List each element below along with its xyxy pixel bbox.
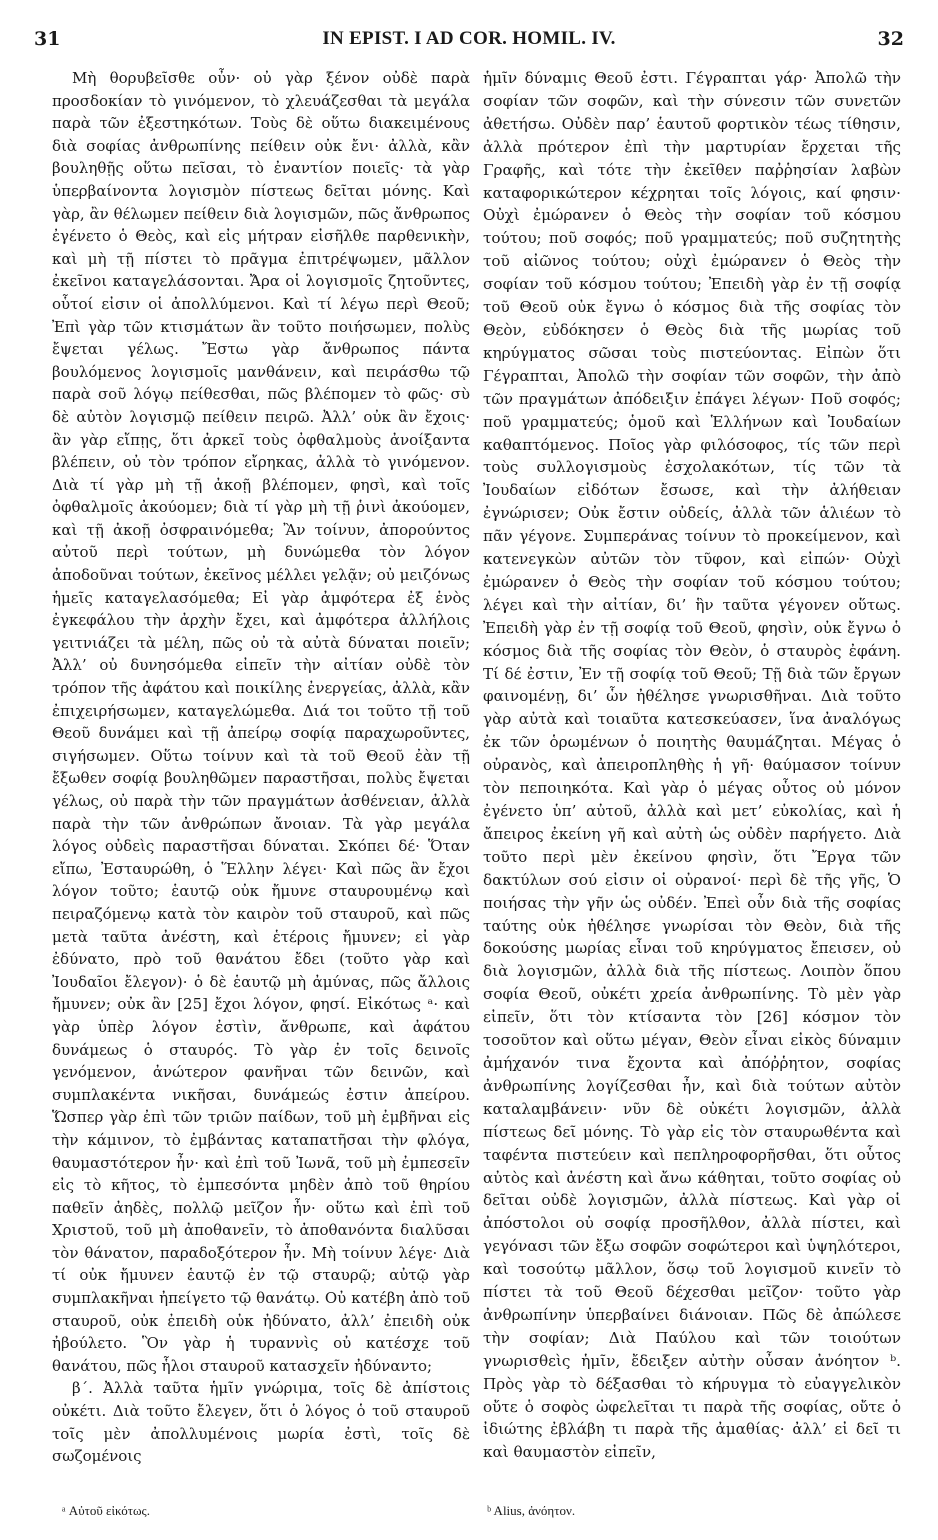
footnote-right: ᵇ Alius, ἀνόητον. [487,1503,576,1518]
footnote-left: ᵃ Αὐτοῦ εἰκότως. [62,1503,150,1518]
left-column [52,67,470,1468]
left-paragraph-2: β´. Ἀλλὰ ταῦτα ἡμῖν γνώριμα, τοῖς δὲ ἀπίστοις οὐκέτι. Διὰ τοῦτο ἔλεγεν, ὅτι ὁ λόγος ὁ τοῦ σταυροῦ τοῖς μὲν ἀπολλυμένοις μωρία ἐστὶ, τοῖς δὲ σωζομένοις [52,1379,470,1466]
running-header [34,28,904,58]
right-paragraph-1: ἡμῖν δύναμις Θεοῦ ἐστι. Γέγραπται γάρ· Ἀπολῶ τὴν σοφίαν τῶν σοφῶν, καὶ τὴν σύνεσιν τῶν συνετῶν ἀθετήσω. Οὐδὲν παρ’ ἑαυτοῦ φορτικὸν τέως τίθησιν, ἀλλὰ πρότερον ἐπὶ τὴν μαρτυρίαν ἔρχεται τῆς Γραφῆς, καὶ τότε τὴν ἐκεῖθεν παῤῥησίαν λαβὼν καταφορικώτερον κέχρηται τοῖς λόγοις, καί φησιν· Οὐχὶ ἐμώρανεν ὁ Θεὸς τὴν σοφίαν τοῦ κόσμου τούτου; ποῦ σοφός; ποῦ γραμματεύς; ποῦ συζητητὴς τοῦ αἰῶνος τούτου; οὐχὶ ἐμώρανεν ὁ Θεὸς τὴν σοφίαν τοῦ κόσμου τούτου; Ἐπειδὴ γὰρ ἐν τῇ σοφίᾳ τοῦ Θεοῦ οὐκ ἔγνω ὁ κόσμος διὰ τῆς σοφίας τὸν Θεὸν, εὐδόκησεν ὁ Θεὸς διὰ τῆς μωρίας τοῦ κηρύγματος σῶσαι τοὺς πιστεύοντας. Εἰπὼν ὅτι Γέγραπται, Ἀπολῶ τὴν σοφίαν τῶν σοφῶν, τὴν ἀπὸ τῶν πραγμάτων ἀπόδειξιν ἐπάγει λέγων· Ποῦ σοφός; ποῦ γραμματεύς; ὁμοῦ καὶ Ἑλλήνων καὶ Ἰουδαίων καθαπτόμενος. Ποῖος γὰρ φιλόσοφος, τίς τῶν περὶ τοὺς συλλογισμοὺς ἐσχολακότων, τίς τῶν τὰ Ἰουδαίων εἰδότων ἔσωσε, καὶ τὴν ἀλήθειαν ἐγνώρισεν; Οὐκ ἔστιν οὐδείς, ἀλλὰ τῶν ἁλιέων τὸ πᾶν γέγονε. Συμπεράνας τοίνυν τὸ προκείμενον, καὶ κατενεγκὼν αὐτῶν τὸν τῦφον, καὶ εἰπών· Οὐχὶ ἐμώρανεν ὁ Θεὸς τὴν σοφίαν τοῦ κόσμου τούτου; λέγει καὶ τὴν αἰτίαν, δι’ ἣν ταῦτα γέγονεν οὕτως. Ἐπειδὴ γὰρ ἐν τῇ σοφίᾳ τοῦ Θεοῦ, φησὶν, οὐκ ἔγνω ὁ κόσμος διὰ τῆς σοφίας τὸν Θεὸν, ὁ σταυρὸς ἐφάνη. Τί δέ ἐστιν, Ἐν τῇ σοφίᾳ τοῦ Θεοῦ; Τῇ διὰ τῶν ἔργων φαινομένῃ, δι’ ὧν ἠθέλησε γνωρισθῆναι. Διὰ τοῦτο γὰρ αὐτὰ καὶ τοιαῦτα κατεσκεύασεν, ἵνα ἀναλόγως ἐκ τῶν ὁρωμένων ὁ ποιητὴς θαυμάζηται. Μέγας ὁ οὐρανὸς, καὶ ἀπειροπληθὴς ἡ γῆ· θαύμασον τοίνυν τὸν πεποιηκότα. Καὶ γὰρ ὁ μέγας οὗτος οὐ μόνον ἐγένετο ὑπ’ αὐτοῦ, ἀλλὰ καὶ μετ’ εὐκολίας, καὶ ἡ ἄπειρος ἐκείνη γῆ καὶ αὐτὴ ὡς οὐδὲν παρήγετο. Διὰ τοῦτο περὶ μὲν ἐκείνου φησὶν, ὅτι Ἔργα τῶν δακτύλων σού εἰσιν οἱ οὐρανοί· περὶ δὲ τῆς γῆς, Ὁ ποιήσας τὴν γῆν ὡς οὐδέν. Ἐπεὶ οὖν διὰ τῆς σοφίας ταύτης οὐκ ἠθέλησε γνωρίσαι τὸν Θεὸν, διὰ τῆς δοκούσης μωρίας εἶναι τοῦ κηρύγματος ἔπεισεν, οὐ διὰ λογισμῶν, ἀλλὰ διὰ τῆς πίστεως. Λοιπὸν ὅπου σοφία Θεοῦ, οὐκέτι χρεία ἀνθρωπίνης. Τὸ μὲν γὰρ εἰπεῖν, ὅτι τὸν κτίσαντα τὸν [26] κόσμον τὸν τοσοῦτον καὶ οὕτω μέγαν, Θεὸν εἶναι εἰκὸς δύναμιν ἀμήχανόν τινα ἔχοντα καὶ ἀπόῤῥητον, σοφίας ἀνθρωπίνης λογίζεσθαι ἦν, καὶ διὰ τούτων αὐτὸν καταλαμβάνειν· νῦν δὲ οὐκέτι λογισμῶν, ἀλλὰ πίστεως δεῖ μόνης. Τὸ γὰρ εἰς τὸν σταυρωθέντα καὶ ταφέντα πιστεύειν καὶ πεπληροφορῆσθαι, ὅτι οὗτος αὐτὸς καὶ ἀνέστη καὶ ἄνω κάθηται, τοῦτο σοφίας οὐ δεῖται οὐδὲ λογισμῶν, ἀλλὰ πίστεως. Καὶ γὰρ οἱ ἀπόστολοι οὐ σοφίᾳ προσῆλθον, ἀλλὰ πίστει, καὶ γεγόνασι τῶν ἔξω σοφῶν σοφώτεροι καὶ ὑψηλότεροι, καὶ τοσούτῳ μᾶλλον, ὅσῳ τοῦ λογισμοῦ κινεῖν τὸ πίστει τὰ τοῦ Θεοῦ δέχεσθαι μεῖζον· τοῦτο γὰρ ἀνθρωπίνην ὑπερβαίνει διάνοιαν. Πῶς δὲ ἀπώλεσε τὴν σοφίαν; Διὰ Παύλου καὶ τῶν τοιούτων γνωρισθεὶς ἡμῖν, ἔδειξεν αὐτὴν οὖσαν ἀνόητον ᵇ. Πρὸς γὰρ τὸ δέξασθαι τὸ κήρυγμα τὸ εὐαγγελικὸν οὔτε ὁ σοφὸς ὠφελεῖται τι παρὰ τῆς σοφίας, οὔτε ὁ ἰδιώτης ἐβλάβη τι παρὰ τῆς ἀμαθίας· ἀλλ’ εἰ δεῖ τι καὶ θαυμαστὸν εἰπεῖν, [483,69,901,1462]
left-paragraph-1: Μὴ θορυβεῖσθε οὖν· οὐ γὰρ ξένον οὐδὲ παρὰ προσδοκίαν τὸ γινόμενον, τὸ χλευάζεσθαι τὰ μεγάλα παρὰ τῶν ἐξεστηκότων. Τοὺς δὲ οὕτω διακειμένους διὰ σοφίας ἀνθρωπίνης πείθειν οὐκ ἔνι· ἀλλὰ, κἂν βουληθῇς οὕτω πεῖσαι, τὸ ἐναντίον ποιεῖς· τὰ γὰρ ὑπερβαίνοντα λογισμὸν πίστεως δεῖται μόνης. Καὶ γὰρ, ἂν θέλωμεν πείθειν διὰ λογισμῶν, πῶς ἄνθρωπος ἐγένετο ὁ Θεὸς, καὶ εἰς μήτραν εἰσῆλθε παρθενικὴν, καὶ μὴ τῇ πίστει τὸ πρᾶγμα ἐπιτρέψωμεν, μᾶλλον ἐκεῖνοι καταγελάσονται. Ἄρα οἱ λογισμοῖς ζητοῦντες, οὗτοί εἰσιν οἱ ἀπολλύμενοι. Καὶ τί λέγω περὶ Θεοῦ; Ἐπὶ γὰρ τῶν κτισμάτων ἂν τοῦτο ποιήσωμεν, πολὺς ἔψεται γέλως. Ἔστω γὰρ ἄνθρωπος πάντα βουλόμενος λογισμοῖς μανθάνειν, καὶ πειράσθω τῷ παρὰ σοῦ λόγῳ πείθεσθαι, πῶς βλέπομεν τὸ φῶς· σὺ δὲ αὐτὸν λογισμῷ πείθειν πειρῶ. Ἀλλ’ οὐκ ἂν ἔχοις· ἂν γὰρ εἴπῃς, ὅτι ἀρκεῖ τοὺς ὀφθαλμοὺς ἀνοίξαντα βλέπειν, οὐ τὸν τρόπον εἴρηκας, ἀλλὰ τὸ γινόμενον. Διὰ τί γὰρ μὴ τῇ ἀκοῇ βλέπομεν, φησὶ, καὶ τοῖς ὀφθαλμοῖς ἀκούομεν; διὰ τί γὰρ μὴ τῇ ῥινὶ ἀκούομεν, καὶ τῇ ἀκοῇ ὀσφραινόμεθα; Ἂν τοίνυν, ἀπορούντος αὐτοῦ περὶ τούτων, μὴ δυνώμεθα τὸν λόγον ἀποδοῦναι τούτων, ἐκεῖνος μέλλει γελᾷν; οὐ μειζόνως ἡμεῖς καταγελασόμεθα; Εἰ γὰρ ἀμφότερα ἐξ ἑνὸς ἐγκεφάλου τὴν ἀρχὴν ἔχει, καὶ ἀμφότερα ἀλλήλοις γειτνιάζει τὰ μέλη, πῶς οὐ τὰ αὐτὰ δύναται ποιεῖν; Ἀλλ’ οὐ δυνησόμεθα εἰπεῖν τὴν αἰτίαν οὐδὲ τὸν τρόπον τῆς ἀφάτου καὶ ποικίλης ἐνεργείας, ἀλλὰ, κἂν ἐπιχειρήσωμεν, καταγελώμεθα. Διά τοι τοῦτο τῇ τοῦ Θεοῦ δυνάμει καὶ τῇ ἀπείρῳ σοφίᾳ παραχωροῦντες, σιγήσωμεν. Οὕτω τοίνυν καὶ τὰ τοῦ Θεοῦ ἐὰν τῇ ἔξωθεν σοφίᾳ βουληθῶμεν παραστῆσαι, πολὺς ἔψεται γέλως, οὐ παρὰ τὴν τῶν πραγμάτων ἀσθένειαν, ἀλλὰ παρὰ τὴν τῶν ἀνθρώπων ἄνοιαν. Τὰ γὰρ μεγάλα λόγος οὐδεὶς παραστῆσαι δύναται. Σκόπει δέ· Ὅταν εἴπω, Ἐσταυρώθη, ὁ Ἕλλην λέγει· Καὶ πῶς ἂν ἔχοι λόγον τοῦτο; ἑαυτῷ οὐκ ἤμυνε σταυρουμένῳ καὶ πειραζόμενῳ κατὰ τὸν καιρὸν τοῦ σταυροῦ, καὶ πῶς μετὰ ταῦτα ἀνέστη, καὶ ἑτέροις ἤμυνεν; εἰ γὰρ ἐδύνατο, πρὸ τοῦ θανάτου ἔδει (τοῦτο γὰρ καὶ Ἰουδαῖοι ἔλεγον)· ὁ δὲ ἑαυτῷ μὴ ἀμύνας, πῶς ἄλλοις ἤμυνεν; οὐκ ἂν [25] ἔχοι λόγον, φησί. Εἰκότως ᵃ· καὶ γὰρ ὑπὲρ λόγον ἐστὶν, ἄνθρωπε, καὶ ἀφάτου δυνάμεως ὁ σταυρός. Τὸ γὰρ ἐν τοῖς δεινοῖς γενόμενον, ἀνώτερον φανῆναι τῶν δεινῶν, καὶ συμπλακέντα νικῆσαι, δυνάμεώς ἐστιν ἀπείρου. Ὥσπερ γὰρ ἐπὶ τῶν τριῶν παίδων, τοῦ μὴ ἐμβῆναι εἰς τὴν κάμινον, τὸ ἐμβάντας καταπατῆσαι τὴν φλόγα, θαυμαστότερον ἦν· καὶ ἐπὶ τοῦ Ἰωνᾶ, τοῦ μὴ ἐμπεσεῖν εἰς τὸ κῆτος, τὸ ἐμπεσόντα μηδὲν ἀπὸ τοῦ θηρίου παθεῖν ἀηδὲς, πολλῷ μεῖζον ἦν· οὕτω καὶ ἐπὶ τοῦ Χριστοῦ, τοῦ μὴ ἀποθανεῖν, τὸ ἀποθανόντα διαλῦσαι τὸν θάνατον, παραδοξότερον ἦν. Μὴ τοίνυν λέγε· Διὰ τί οὐκ ἤμυνεν ἑαυτῷ ἐν τῷ σταυρῷ; αὐτῷ γὰρ συμπλακῆναι ἠπείγετο τῷ θανάτῳ. Οὐ κατέβη ἀπὸ τοῦ σταυροῦ, οὐκ ἐπειδὴ οὐκ ἠδύνατο, ἀλλ’ ἐπειδὴ οὐκ ἠβούλετο. Ὃν γὰρ ἡ τυραννὶς οὐ κατέσχε τοῦ θανάτου, πῶς ἧλοι σταυροῦ κατασχεῖν ἠδύναντο; [52,69,470,1375]
page-number-right: 32 [877,28,904,50]
page-number-left: 31 [34,28,61,50]
running-title: IN EPIST. I AD COR. HOMIL. IV. [322,28,616,49]
right-column [483,67,901,1464]
